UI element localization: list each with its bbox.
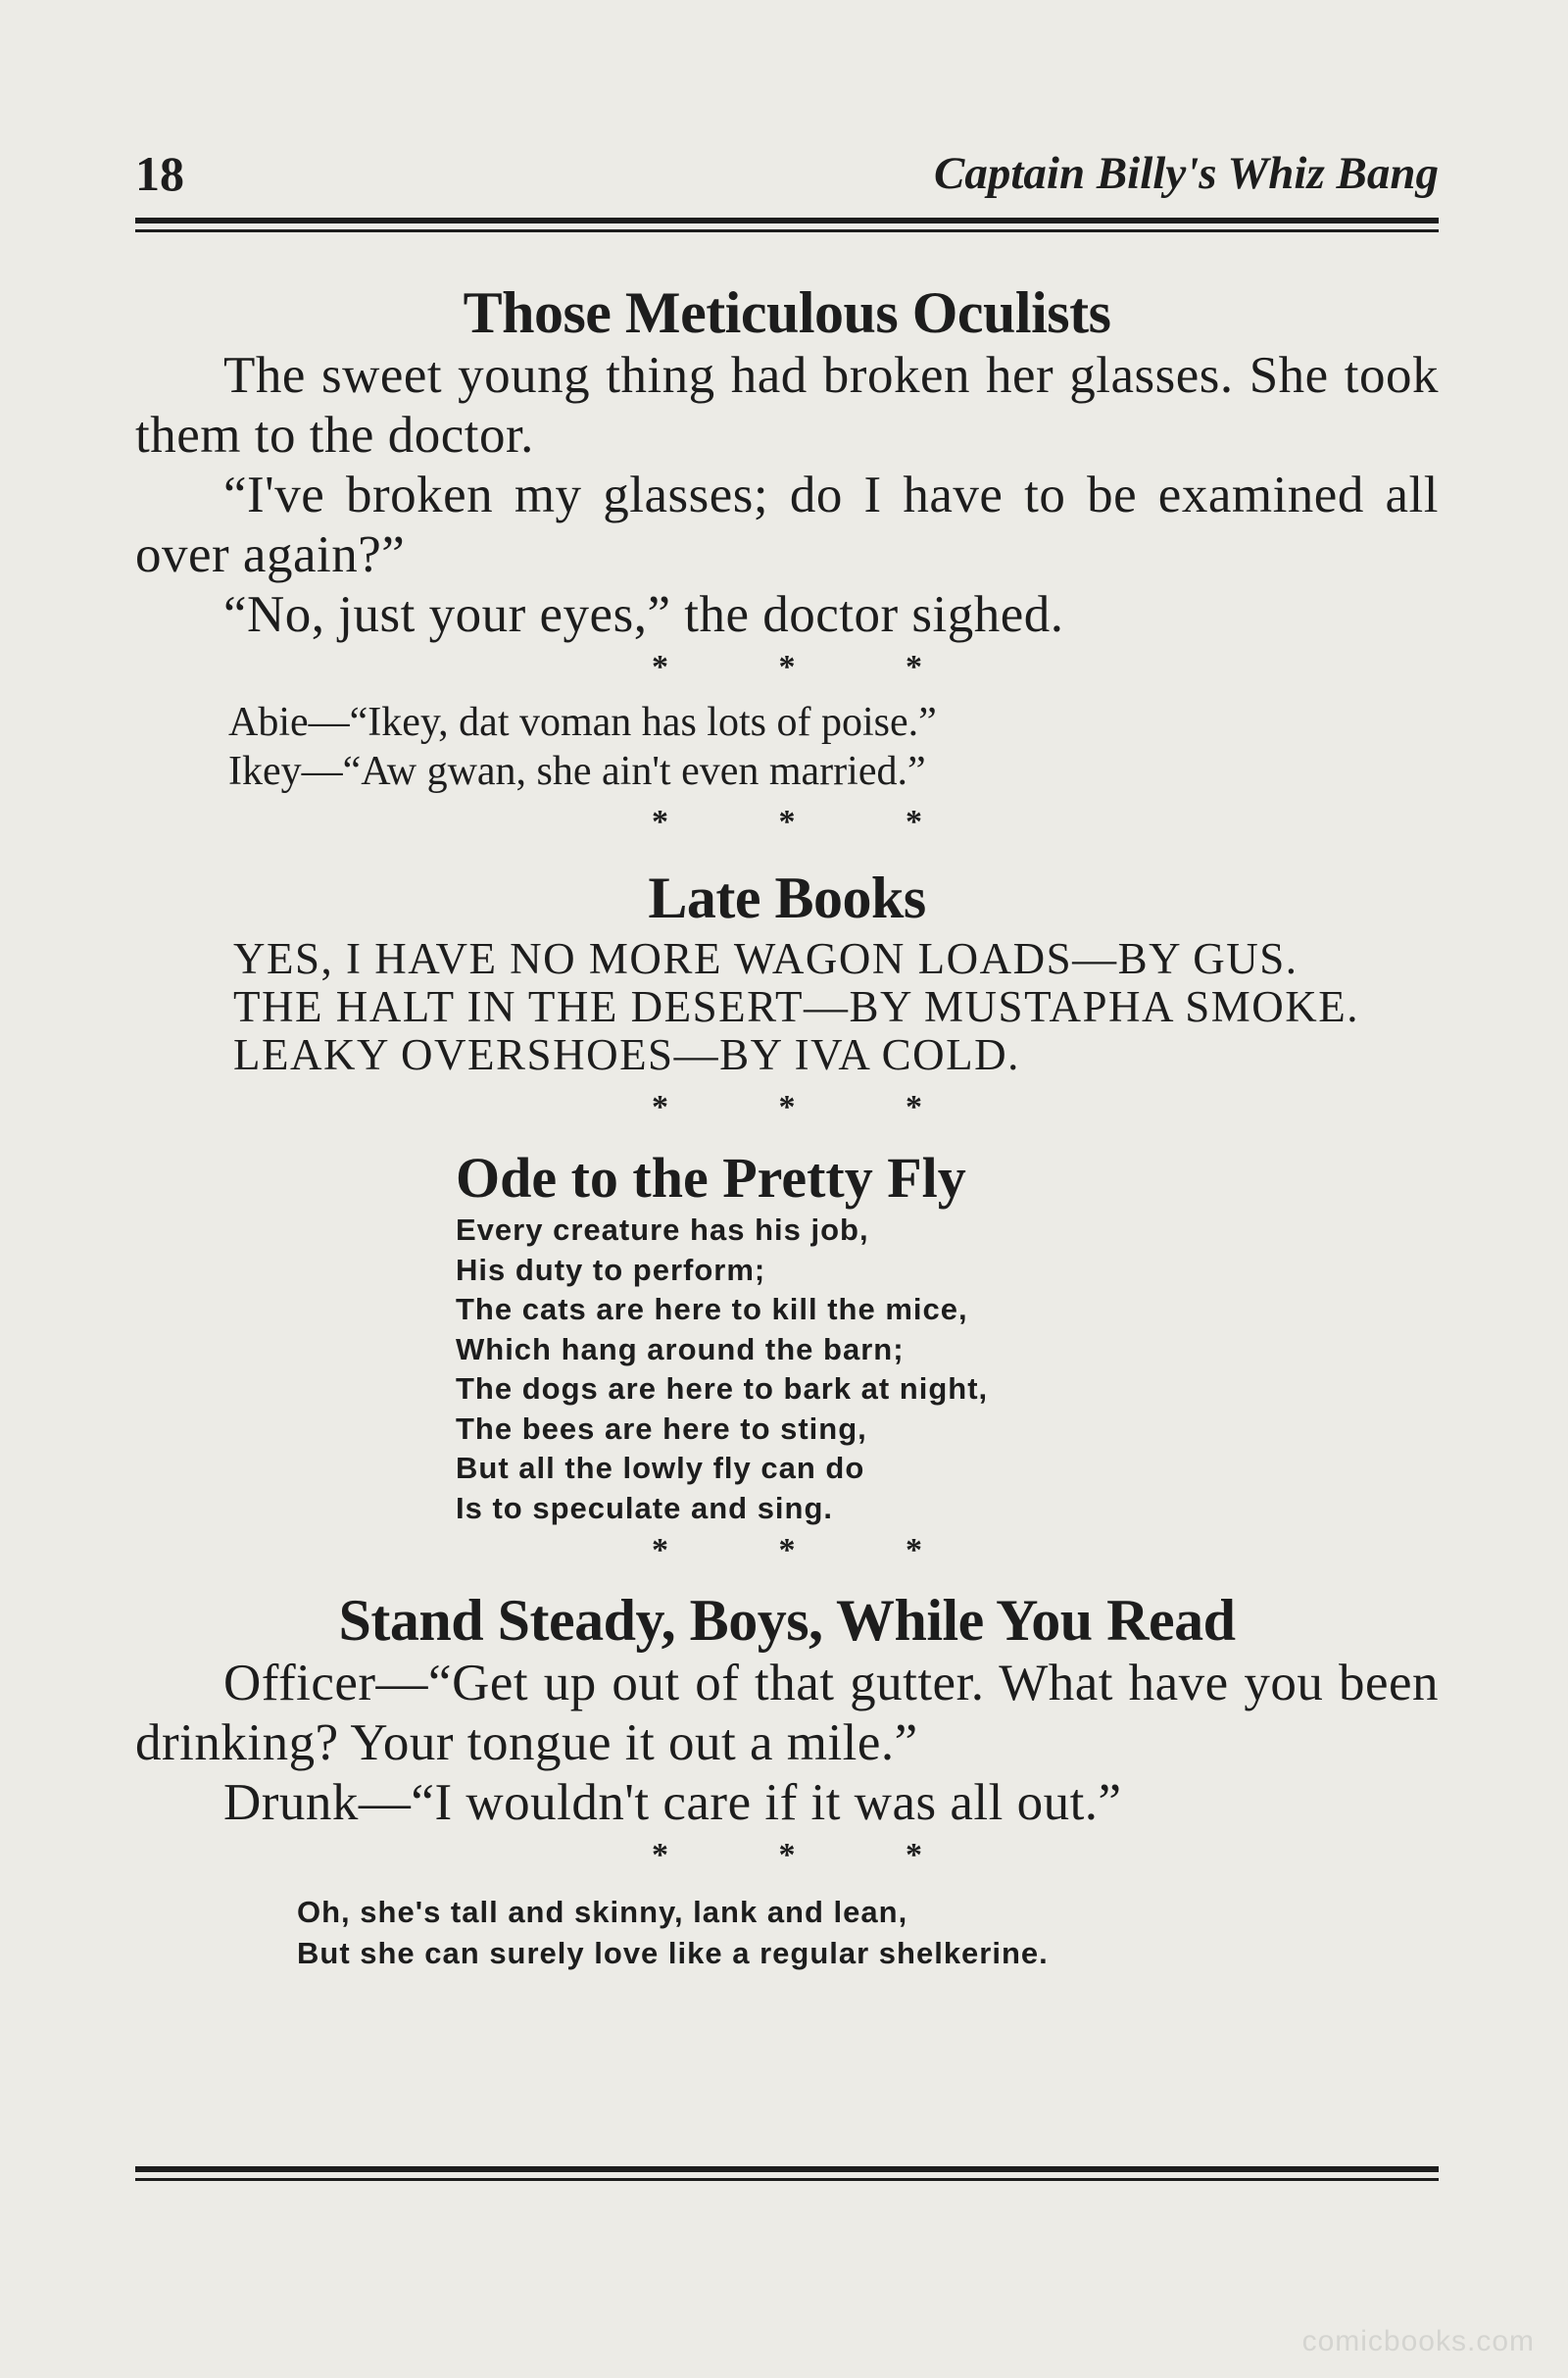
paragraph: Drunk—“I wouldn't care if it was all out.” [223,1774,1122,1831]
paragraph: Officer—“Get up out of that gutter. What have you been drinking? Your tongue it out a mile.” [135,1655,1439,1771]
poem-line: The cats are here to kill the mice, [456,1292,968,1326]
page-number: 18 [135,146,184,201]
section-title-oculists: Those Meticulous Oculists [463,280,1111,345]
poem-line: Is to speculate and sing. [456,1490,834,1525]
header-rule [135,218,1439,232]
section-title-late-books: Late Books [648,866,926,930]
joke-line: Abie—“Ikey, dat voman has lots of poise.” [228,700,937,745]
separator-stars: * * * [652,1837,973,1873]
poem-line: Which hang around the barn; [456,1331,905,1366]
book-listing: THE HALT IN THE DESERT—BY MUSTAPHA SMOKE. [233,982,1360,1031]
footer-rule [135,2166,1439,2181]
poem-line: His duty to perform; [456,1252,766,1287]
poem-line: The bees are here to sting, [456,1411,867,1446]
separator-stars: * * * [652,804,973,840]
rhyme-line: Oh, she's tall and skinny, lank and lean, [297,1895,908,1929]
poem-line: Every creature has his job, [456,1213,869,1247]
joke-abie-ikey [228,698,1439,796]
rhyme-line: But she can surely love like a regular shelkerine. [297,1936,1049,1970]
poem-line: But all the lowly fly can do [456,1451,865,1485]
separator-stars: * * * [652,1532,973,1568]
separator-stars: * * * [652,649,973,685]
paragraph: The sweet young thing had broken her glasses. She took them to the doctor. [135,347,1439,464]
poem-block [456,1146,1439,1528]
book-listing: LEAKY OVERSHOES—BY IVA COLD. [233,1030,1020,1079]
running-title: Captain Billy's Whiz Bang [933,148,1439,199]
separator-stars: * * * [652,1089,973,1125]
magazine-page [135,0,1439,2378]
page-content [135,279,1439,1974]
paragraph: “I've broken my glasses; do I have to be examined all over again?” [135,467,1439,583]
section-title-stand-steady: Stand Steady, Boys, While You Read [338,1588,1236,1653]
poem-body [456,1211,1439,1528]
poem-line: The dogs are here to bark at night, [456,1371,989,1406]
book-listing: YES, I HAVE NO MORE WAGON LOADS—BY GUS. [233,934,1298,983]
watermark: comicbooks.com [1301,2325,1535,2357]
joke-line: Ikey—“Aw gwan, she ain't even married.” [228,749,926,794]
closing-rhyme [297,1892,1439,1974]
poem-title: Ode to the Pretty Fly [456,1146,966,1210]
page-header [135,145,1439,204]
paragraph: “No, just your eyes,” the doctor sighed. [223,586,1064,643]
